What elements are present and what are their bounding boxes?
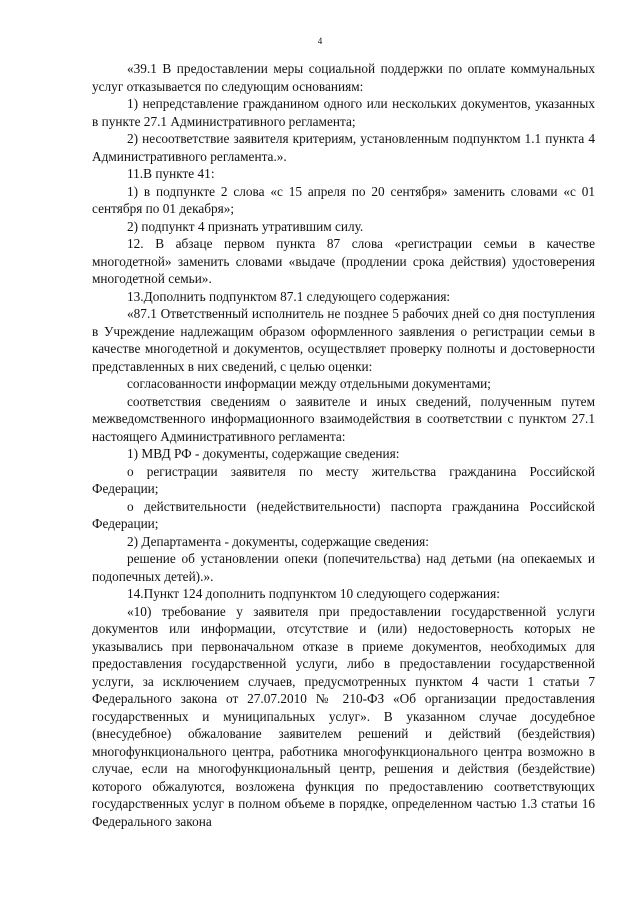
paragraph-item-13: 13.Дополнить подпунктом 87.1 следующего содержания: (127, 288, 451, 304)
document-body (92, 60, 595, 830)
paragraph-item-11-sub-2: 2) подпункт 4 признать утратившим силу. (127, 218, 364, 234)
page-number: 4 (317, 36, 323, 46)
paragraph-item-14: 14.Пункт 124 дополнить подпунктом 10 следующего содержания: (127, 586, 500, 601)
paragraph-ground-2: 2) несоответствие заявителя критериям, установленным подпунктом 1.1 пункта 4 Административного регламента.». (92, 131, 595, 164)
paragraph-passport: о действительности (недействительности) паспорта гражданина Российской Федерации; (92, 498, 595, 531)
paragraph-ground-1: 1) непредставление гражданином одного или нескольких документов, указанных в пункте 27.1 Административного регламента; (92, 96, 595, 129)
paragraph-department: 2) Департамента - документы, содержащие сведения: (127, 533, 429, 549)
paragraph-item-12: 12. В абзаце первом пункта 87 слова «регистрации семьи в качестве многодетной» заменить словами «выдаче (продлении срока действия) удостоверения многодетной семьи». (92, 236, 595, 286)
paragraph-item-11-sub-1: 1) в подпункте 2 слова «с 15 апреля по 20 сентября» заменить словами «с 01 сентября по 01 декабря»; (92, 183, 595, 216)
paragraph-registration: о регистрации заявителя по месту жительства гражданина Российской Федерации; (92, 463, 595, 496)
paragraph-87-1: «87.1 Ответственный исполнитель не позднее 5 рабочих дней со дня поступления в Учреждение надлежащим образом оформленного заявления о регистрации семьи в качестве многодетной и документов, осуществляет проверку полноты и достоверности представленных в них сведений, с целью оценки: (92, 306, 595, 374)
paragraph-consistency: согласованности информации между отдельными документами; (127, 376, 491, 391)
paragraph-subitem-10: «10) требование у заявителя при предоставлении государственной услуги документов или информации, отсутствие и (или) недостоверность которых не указывались при первоначальном отказе в приеме документов, необходимых для предоставления государственной услуги, либо в предоставлении государственной услуги, за исключением случаев, предусмотренных пунктом 4 части 1 статьи 7 Федерального закона от 27.07.2010 № 210-ФЗ «Об организации предоставления государственных и муниципальных услуг». В указанном случае досудебное (внесудебное) обжалование заявителем решений и действий (бездействия) многофункционального центра, работника многофункционального центра возможно в случае, если на многофункциональный центр, решения и действия (бездействие) которого обжалуются, возложена функция по предоставлению соответствующих государственных услуг в полном объеме в порядке, определенном частью 1.3 статьи 16 Федерального закона (92, 603, 595, 829)
paragraph-item-11: 11.В пункте 41: (127, 166, 215, 181)
paragraph-mvd: 1) МВД РФ - документы, содержащие сведения: (127, 446, 400, 461)
paragraph-guardianship: решение об установлении опеки (попечительства) над детьми (на опекаемых и подопечных детей).». (92, 551, 595, 584)
paragraph-correspondence: соответствия сведениям о заявителе и иных сведений, полученным путем межведомственного информационного взаимодействия в соответствии с пунктом 27.1 настоящего Административного регламента: (92, 393, 595, 444)
paragraph-39-1: «39.1 В предоставлении меры социальной поддержки по оплате коммунальных услуг отказывается по следующим основаниям: (92, 61, 595, 94)
